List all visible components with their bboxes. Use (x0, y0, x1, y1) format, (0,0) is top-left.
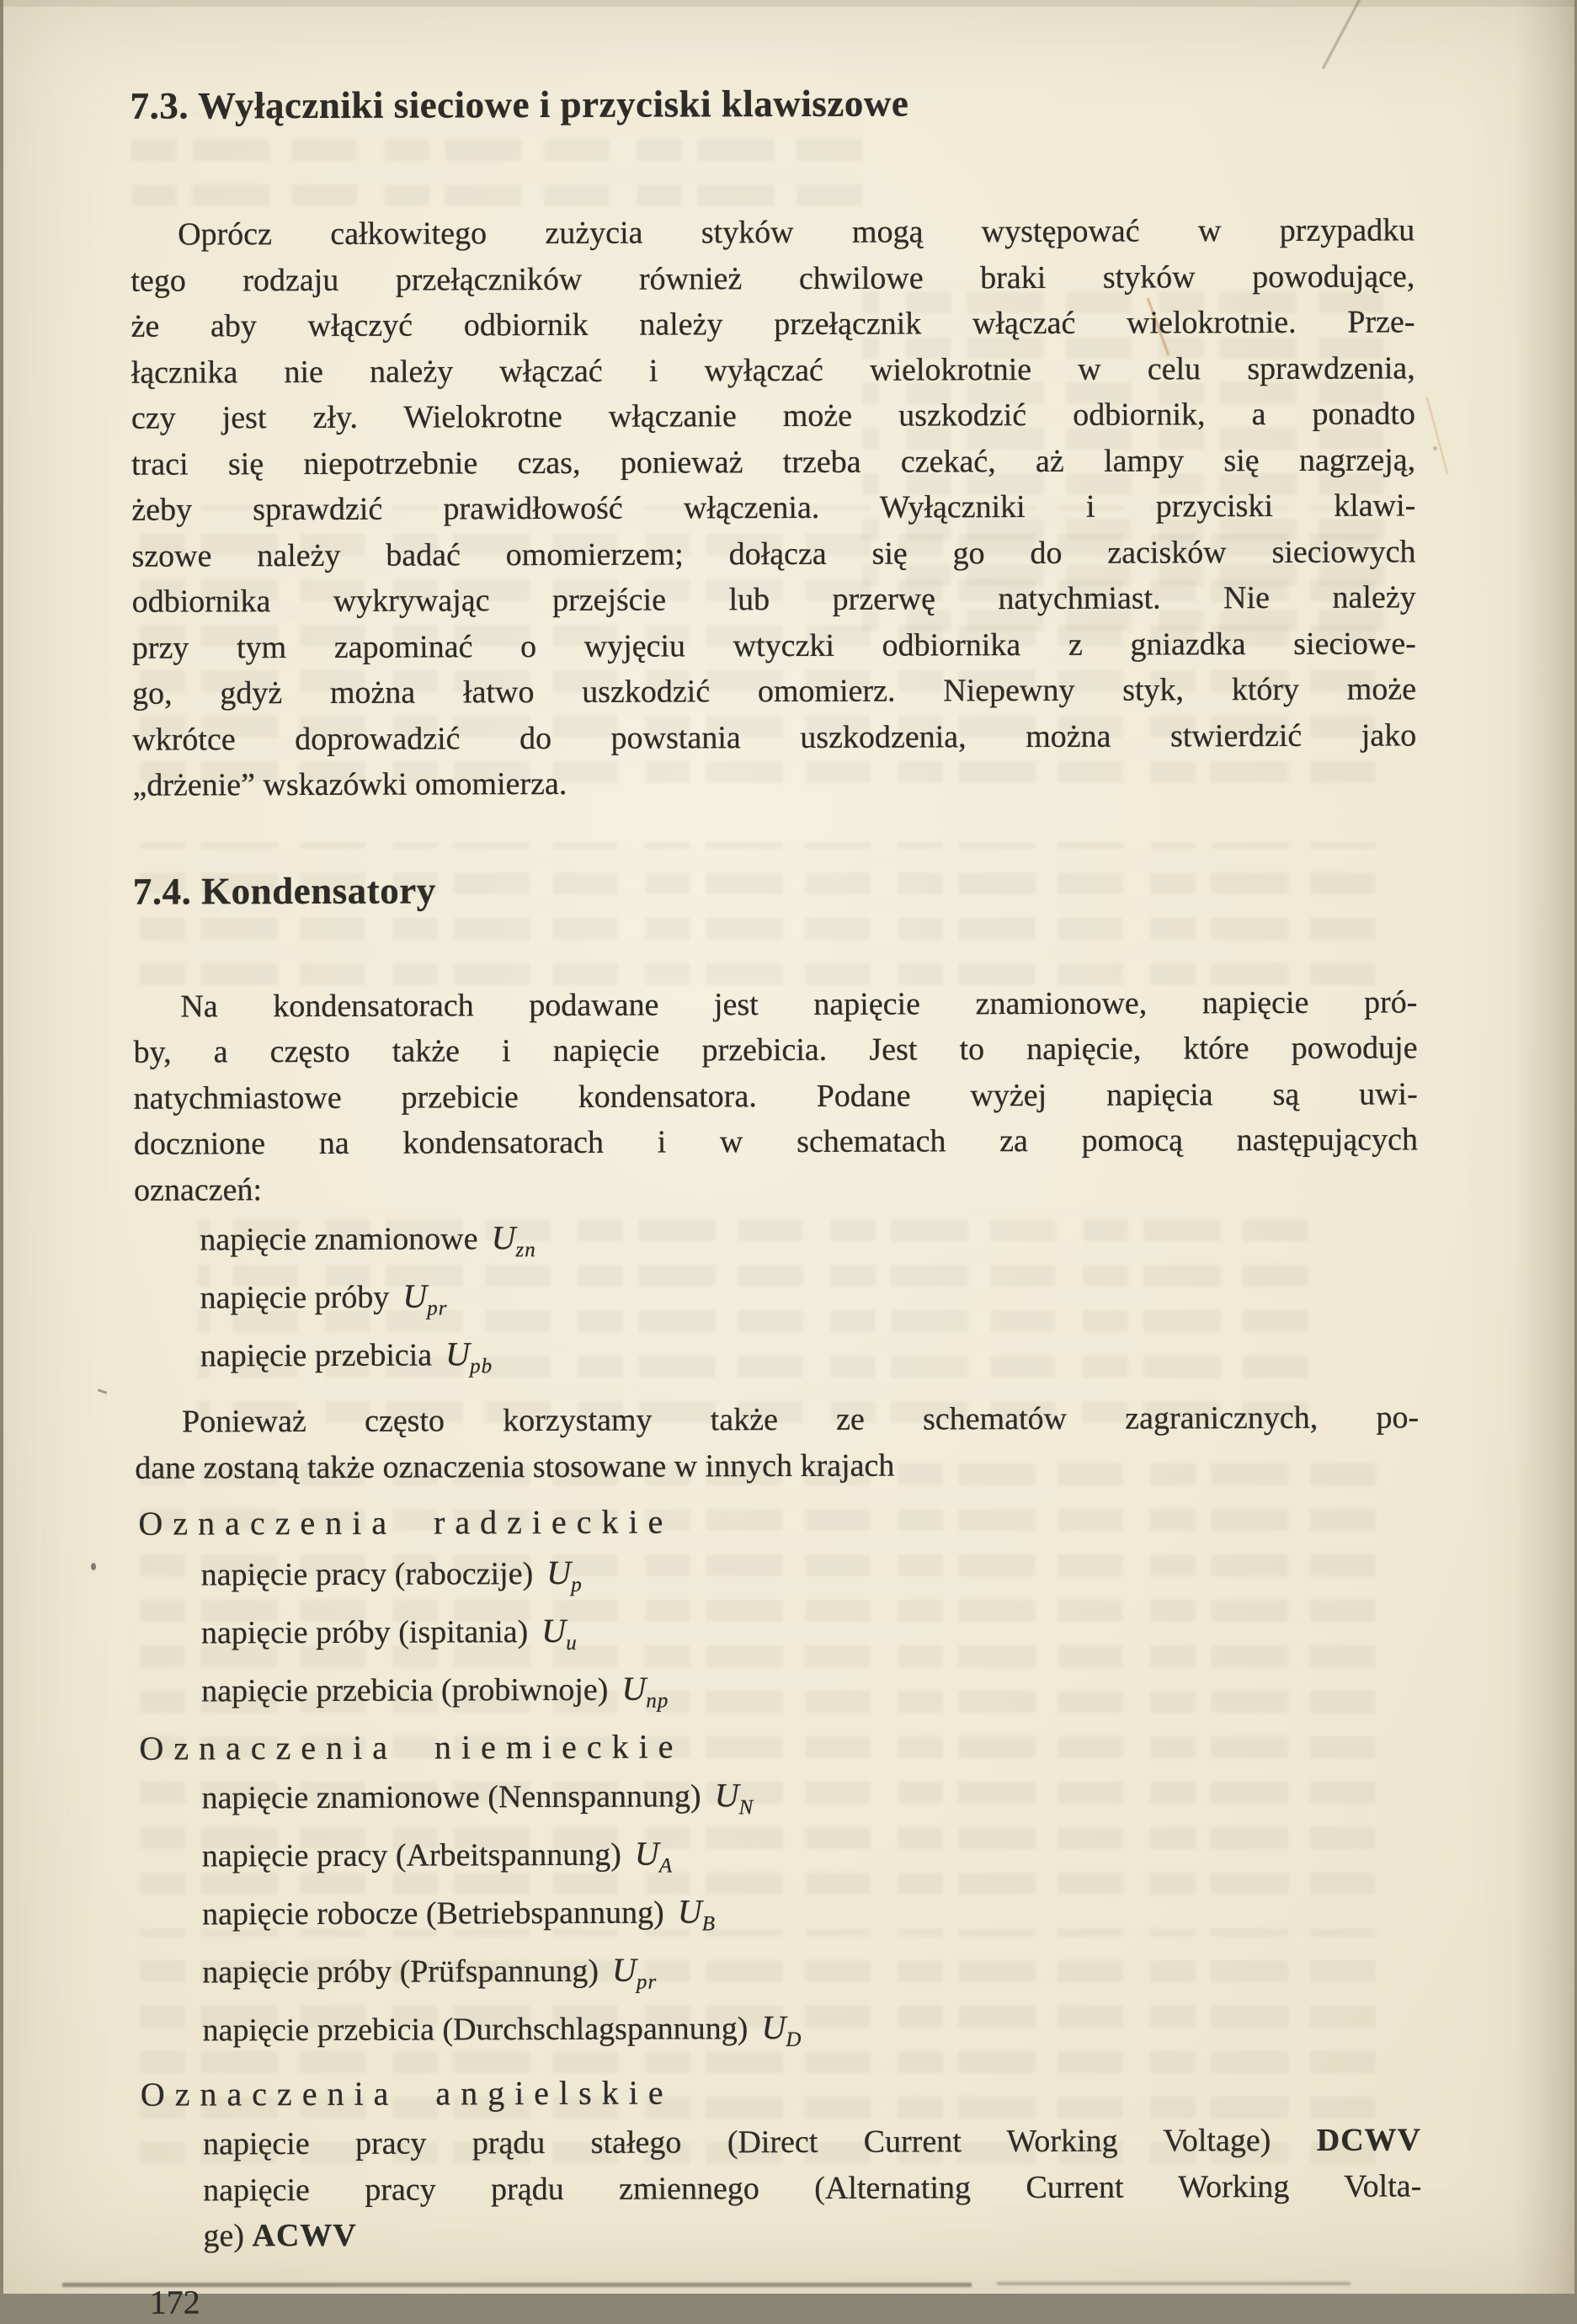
voltage-symbol-item (136, 1770, 1420, 1832)
english-designations-heading: Oznaczenia angielskie (140, 2073, 674, 2113)
voltage-label: napięcie przebicia (200, 1337, 432, 1374)
text-line: czy jest zły. Wielokrotne włączanie może uszkodzić odbiornik, a ponadto (131, 396, 1415, 436)
voltage-label: napięcie pracy prądu zmiennego (Alternating Current Working Volta- (202, 2167, 1421, 2208)
voltage-symbol: $U_p$ (546, 1553, 583, 1596)
voltage-symbol-item (136, 1886, 1420, 1948)
voltage-label: napięcie próby (Prüfspannung) (201, 1953, 599, 1991)
text-line: tego rodzaju przełączników również chwilowe braki styków powodujące, (130, 258, 1415, 299)
voltage-label: napięcie pracy (Arbeitspannung) (201, 1836, 621, 1874)
text-line: łącznika nie należy włączać i wyłączać wielokrotnie w celu sprawdzenia, (131, 349, 1415, 391)
text-line: odbiornika wykrywając przejście lub przerwę natychmiast. Nie należy (131, 579, 1416, 620)
text-line (136, 2117, 1420, 2167)
voltage-symbol-item (134, 1212, 1418, 1274)
text-line: żeby sprawdzić prawidłowość włączenia. Wyłączniki i przyciski klawi- (131, 488, 1415, 528)
text-line: traci się niepotrzebnie czas, ponieważ trzeba czekać, aż lampy się nagrzeją, (131, 441, 1415, 482)
voltage-symbol-item (134, 1328, 1418, 1390)
voltage-abbreviation: ACWV (251, 2217, 357, 2254)
voltage-label: napięcie pracy (raboczije) (200, 1556, 533, 1593)
text-line: „drżenie” wskazówki omomierza. (131, 765, 567, 803)
voltage-label: napięcie znamionowe (Nennspannung) (201, 1778, 701, 1816)
voltage-symbol-item (136, 1944, 1420, 2007)
voltage-symbol-item (136, 1828, 1420, 1890)
text-line: że aby włączyć odbiornik należy przełącznik włączać wielokrotnie. Prze- (130, 304, 1415, 344)
voltage-symbol: $U_{pr}$ (402, 1277, 448, 1320)
voltage-label: napięcie przebicia (Durchschlagspannung) (202, 2011, 748, 2049)
voltage-label: napięcie robocze (Betriebspannung) (201, 1895, 664, 1932)
voltage-symbol-item (135, 1547, 1419, 1609)
voltage-symbol: $U_D$ (760, 2008, 802, 2052)
text-line: by, a często także i napięcie przebicia. Jest to napięcie, które powoduje (132, 1030, 1418, 1070)
voltage-label: ge) (202, 2218, 253, 2254)
voltage-symbol: $U_{pb}$ (445, 1335, 493, 1378)
text-line: przy tym zapominać o wyjęciu wtyczki odbiornika z gniazdka sieciowe- (131, 625, 1416, 666)
text-line: natychmiastowe przebicie kondensatora. Podane wyżej napięcia są uwi- (133, 1075, 1418, 1117)
soviet-designations-list (135, 1547, 1420, 1725)
text-line: docznione na kondensatorach i w schematach za pomocą następujących (133, 1122, 1418, 1162)
section-73-heading: 7.3. Wyłączniki sieciowe i przyciski klawiszowe (130, 82, 908, 127)
text-line: Oprócz całkowitego zużycia styków mogą występować w przypadku (177, 212, 1415, 253)
voltage-abbreviation: DCWV (1316, 2122, 1421, 2158)
soviet-designations-heading: Oznaczenia radzieckie (137, 1502, 673, 1543)
voltage-symbol-item (134, 1270, 1418, 1332)
voltage-symbol: $U_A$ (634, 1834, 673, 1878)
text-line: oznaczeń: (133, 1171, 262, 1208)
german-designations-list (136, 1770, 1420, 2065)
voltage-label: napięcie pracy prądu stałego (Direct Current Working Voltage) (202, 2122, 1317, 2162)
voltage-label: napięcie próby (199, 1279, 389, 1316)
voltage-symbol: $U_B$ (677, 1892, 716, 1936)
text-line: go, gdyż można łatwo uszkodzić omomierz. Niepewny styk, który może (131, 671, 1416, 712)
voltage-symbol: $U_{zn}$ (490, 1218, 536, 1262)
text-line (137, 2163, 1421, 2214)
german-designations-heading: Oznaczenia niemieckie (138, 1727, 684, 1767)
text-line: Ponieważ często korzystamy także ze schematów zagranicznych, po- (181, 1399, 1419, 1440)
text-line: wkrótce doprowadzić do powstania uszkodzenia, można stwierdzić jako (131, 717, 1416, 758)
foreign-designations-note (134, 1394, 1418, 1490)
page-number: 172 (149, 2282, 200, 2321)
voltage-label: napięcie przebicia (probiwnoje) (200, 1671, 608, 1709)
english-designations-list (136, 2117, 1421, 2259)
text-line: dane zostaną także oznaczenia stosowane w innych krajach (134, 1447, 894, 1486)
voltage-symbol: $U_{pr}$ (611, 1950, 657, 1994)
text-line: Na kondensatorach podawane jest napięcie znamionowe, napięcie pró- (179, 983, 1417, 1025)
section-74-intro-paragraph (133, 979, 1418, 1213)
text-line (137, 2209, 1421, 2259)
section-73-paragraph (131, 207, 1416, 808)
section-74-heading: 7.4. Kondensatory (132, 868, 436, 913)
voltage-symbol: $U_N$ (714, 1776, 754, 1820)
voltage-symbol: $U_u$ (541, 1611, 578, 1655)
voltage-symbol: $U_{np}$ (621, 1669, 669, 1713)
voltage-symbol-item (135, 1605, 1419, 1667)
voltage-label: napięcie próby (ispitania) (200, 1614, 528, 1651)
voltage-symbol-list (134, 1212, 1419, 1390)
voltage-symbol-item (136, 1663, 1420, 1725)
voltage-symbol-item (136, 2002, 1420, 2065)
voltage-label: napięcie znamionowe (199, 1221, 478, 1258)
scanned-book-page (3, 0, 1574, 2321)
text-line: szowe należy badać omomierzem; dołącza się go do zacisków sieciowych (131, 533, 1416, 574)
